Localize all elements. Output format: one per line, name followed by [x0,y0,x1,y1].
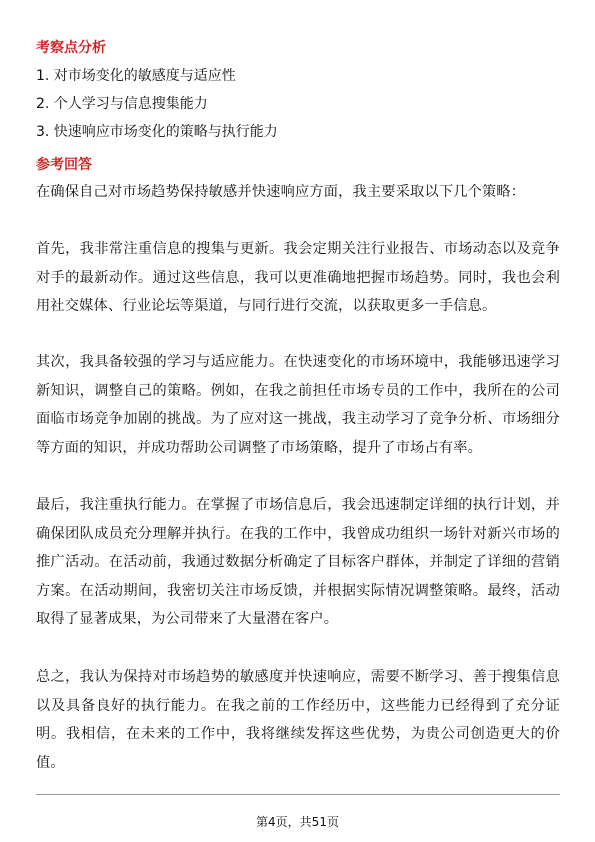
answer-heading: 参考回答 [36,157,92,173]
page-number: 第4页，共51页 [256,815,339,829]
answer-paragraph-2: 其次，我具备较强的学习与适应能力。在快速变化的市场环境中，我能够迅速学习新知识，调整自己的策略。例如，在我之前担任市场专员的工作中，我所在的公司面临市场竞争加剧的挑战。为了应对这一挑战，我主动学习了竞争分析、市场细分等方面的知识，并成功帮助公司调整了市场策略，提升了市场占有率。 [36,354,560,456]
analysis-point-3: 3. 快速响应市场变化的策略与执行能力 [36,124,278,140]
analysis-point-1: 1. 对市场变化的敏感度与适应性 [36,68,236,84]
answer-paragraph-4: 总之，我认为保持对市场趋势的敏感度并快速响应，需要不断学习、善于搜集信息以及具备良好的执行能力。在我之前的工作经历中，这些能力已经得到了充分证明。我相信，在未来的工作中，我将继续发挥这些优势，为贵公司创造更大的价值。 [36,669,560,771]
analysis-heading: 考察点分析 [36,40,106,56]
analysis-point-2: 2. 个人学习与信息搜集能力 [36,96,208,112]
footer-divider [36,794,560,795]
answer-paragraph-3: 最后，我注重执行能力。在掌握了市场信息后，我会迅速制定详细的执行计划，并确保团队成员充分理解并执行。在我的工作中，我曾成功组织一场针对新兴市场的推广活动。在活动前，我通过数据分析确定了目标客户群体，并制定了详细的营销方案。在活动期间，我密切关注市场反馈，并根据实际情况调整策略。最终，活动取得了显著成果，为公司带来了大量潜在客户。 [36,497,560,628]
answer-paragraph-1: 首先，我非常注重信息的搜集与更新。我会定期关注行业报告、市场动态以及竞争对手的最新动作。通过这些信息，我可以更准确地把握市场趋势。同时，我也会利用社交媒体、行业论坛等渠道，与同行进行交流，以获取更多一手信息。 [36,241,560,315]
answer-intro: 在确保自己对市场趋势保持敏感并快速响应方面，我主要采取以下几个策略： [36,184,526,200]
